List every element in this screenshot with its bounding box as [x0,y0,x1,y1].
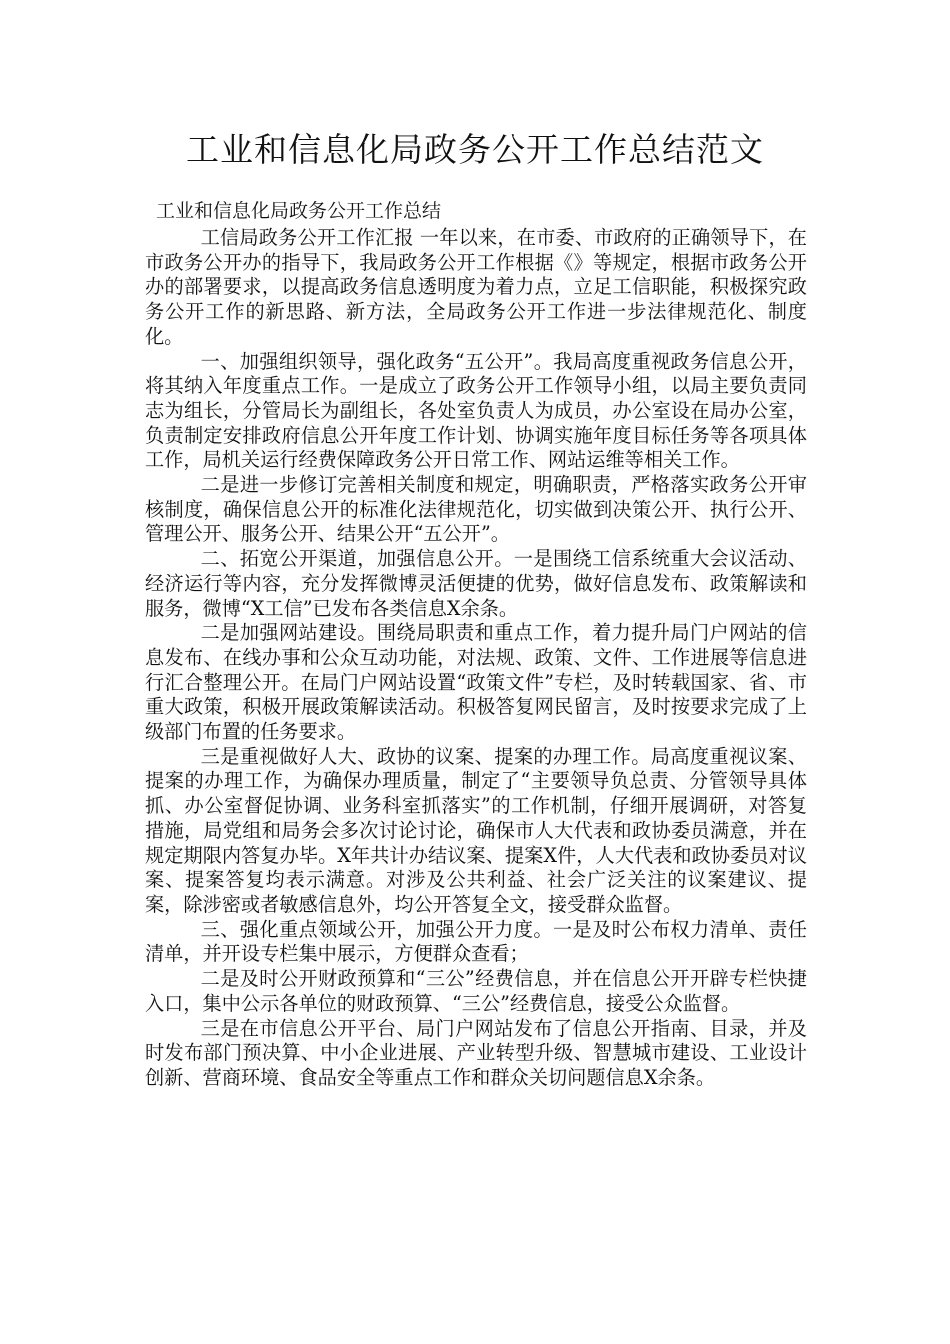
paragraph-platform: 三是在市信息公开平台、局门户网站发布了信息公开指南、目录，并及时发布部门预决算、中小企业进展、产业转型升级、智慧城市建设、工业设计创新、营商环境、食品安全等重点工作和群众关切问题信息X余条。 [145,1016,807,1089]
document-body [145,226,807,1091]
paragraph-regulations: 二是进一步修订完善相关制度和规定，明确职责，严格落实政务公开审核制度，确保信息公开的标准化法律规范化，切实做到决策公开、执行公开、管理公开、服务公开、结果公开“五公开”。 [145,473,807,546]
paragraph-budget: 二是及时公开财政预算和“三公”经费信息，并在信息公开开辟专栏快捷入口，集中公示各单位的财政预算、“三公”经费信息，接受公众监督。 [145,967,807,1015]
paragraph-intro: 工信局政务公开工作汇报 一年以来，在市委、市政府的正确领导下，在市政务公开办的指导下，我局政务公开工作根据《》等规定，根据市政务公开办的部署要求，以提高政务信息透明度为着力点，立足工信职能，积极探究政务公开工作的新思路、新方法，全局政务公开工作进一步法律规范化、制度化。 [145,226,807,348]
paragraph-key-areas: 三、强化重点领域公开，加强公开力度。一是及时公布权力清单、责任清单，并开设专栏集中展示，方便群众查看； [145,917,807,966]
paragraph-organization: 一、加强组织领导，强化政务“五公开”。我局高度重视政务信息公开，将其纳入年度重点工作。一是成立了政务公开工作领导小组，以局主要负责同志为组长，分管局长为副组长，各处室负责人为成员，办公室设在局办公室，负责制定安排政府信息公开年度工作计划、协调实施年度目标任务等各项具体工作，局机关运行经费保障政务公开日常工作、网站运维等相关工作。 [145,349,807,472]
document-subtitle: 工业和信息化局政务公开工作总结 [156,200,442,222]
paragraph-channels: 二、拓宽公开渠道，加强信息公开。一是围绕工信系统重大会议活动、经济运行等内容，充分发挥微博灵活便捷的优势，做好信息发布、政策解读和服务，微博“X工信”已发布各类信息X余条。 [145,547,807,620]
paragraph-website: 二是加强网站建设。围绕局职责和重点工作，着力提升局门户网站的信息发布、在线办事和公众互动功能，对法规、政策、文件、工作进展等信息进行汇合整理公开。在局门户网站设置“政策文件”专栏，及时转载国家、省、市重大政策，积极开展政策解读活动。积极答复网民留言，及时按要求完成了上级部门布置的任务要求。 [145,621,807,744]
paragraph-proposals: 三是重视做好人大、政协的议案、提案的办理工作。局高度重视议案、提案的办理工作，为确保办理质量，制定了“主要领导负总责、分管领导具体抓、办公室督促协调、业务科室抓落实”的工作机制，仔细开展调研，对答复措施，局党组和局务会多次讨论讨论，确保市人大代表和政协委员满意，并在规定期限内答复办毕。X年共计办结议案、提案X件，人大代表和政协委员对议案、提案答复均表示满意。对涉及公共利益、社会广泛关注的议案建议、提案，除涉密或者敏感信息外，均公开答复全文，接受群众监督。 [145,744,807,916]
document-title: 工业和信息化局政务公开工作总结范文 [186,130,764,169]
